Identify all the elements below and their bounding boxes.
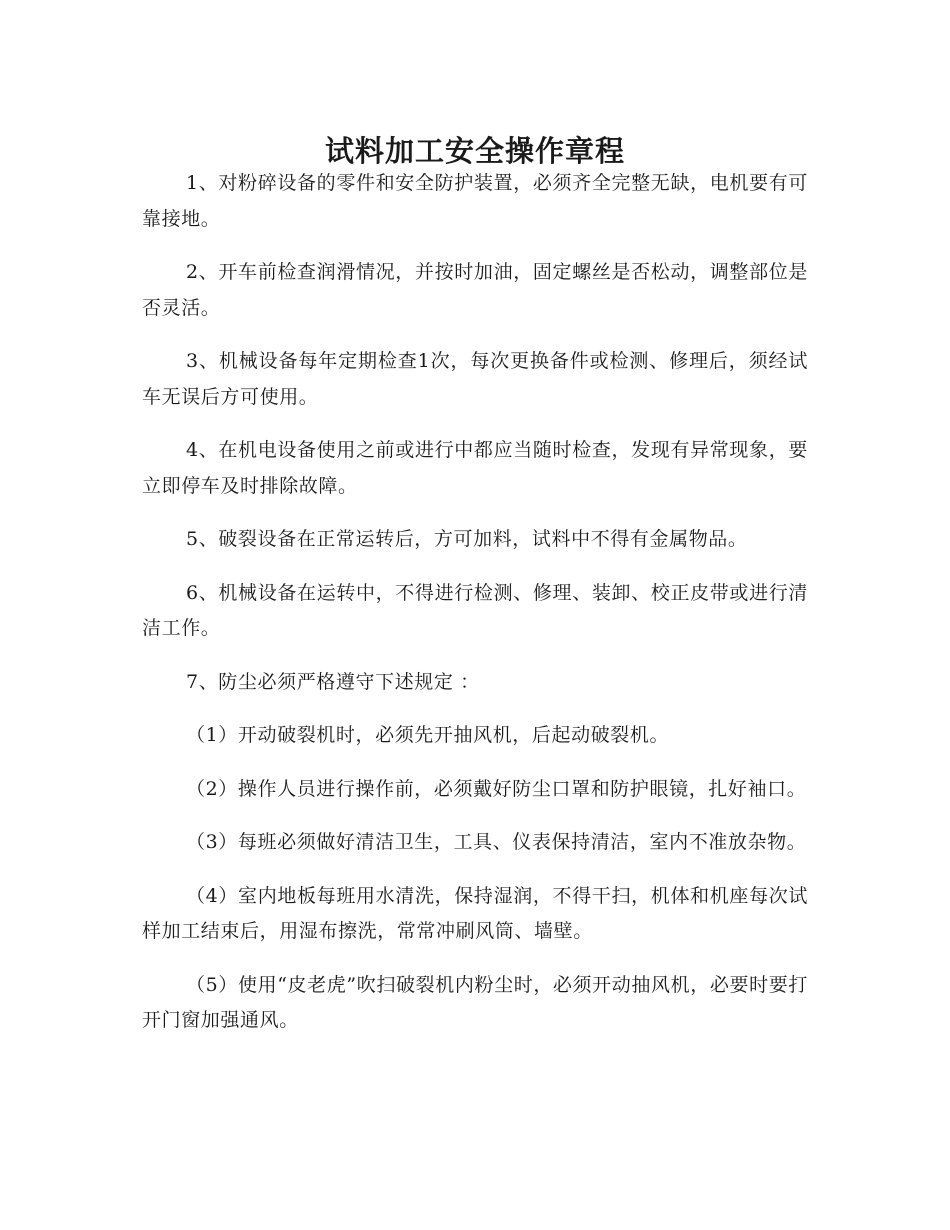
document-title: 试料加工安全操作章程 [324, 134, 625, 169]
subitem-4: （4）室内地板每班用水清洗，保持湿润，不得干扫，机体和机座每次试样加工结束后，用湿布擦洗，常常冲刷风筒、墙壁。 [142, 884, 808, 942]
paragraph-item-1: 1、对粉碎设备的零件和安全防护装置，必须齐全完整无缺，电机要有可靠接地。 [142, 172, 808, 230]
paragraph-item-2: 2、开车前检查润滑情况，并按时加油，固定螺丝是否松动，调整部位是否灵活。 [142, 261, 808, 319]
subitem-1: （1）开动破裂机时，必须先开抽风机，后起动破裂机。 [186, 724, 670, 746]
paragraph-item-5: 5、破裂设备在正常运转后，方可加料，试料中不得有金属物品。 [186, 528, 748, 550]
paragraph-item-6: 6、机械设备在运转中，不得进行检测、修理、装卸、校正皮带或进行清洁工作。 [142, 581, 808, 639]
paragraph-item-7: 7、防尘必须严格遵守下述规定 ： [186, 670, 480, 693]
paragraph-item-4: 4、在机电设备使用之前或进行中都应当随时检查，发现有异常现象，要立即停车及时排除故障。 [142, 439, 808, 497]
subitem-2: （2）操作人员进行操作前，必须戴好防尘口罩和防护眼镜，扎好袖口。 [186, 777, 807, 800]
document-body [142, 166, 808, 1057]
subitem-5: （5）使用“皮老虎”吹扫破裂机内粉尘时，必须开动抽风机，必要时要打开门窗加强通风。 [142, 973, 808, 1031]
paragraph-item-3: 3、机械设备每年定期检查1次，每次更换备件或检测、修理后，须经试车无误后方可使用。 [142, 350, 808, 408]
subitem-3: （3）每班必须做好清洁卫生，工具、仪表保持清洁，室内不准放杂物。 [186, 831, 807, 853]
